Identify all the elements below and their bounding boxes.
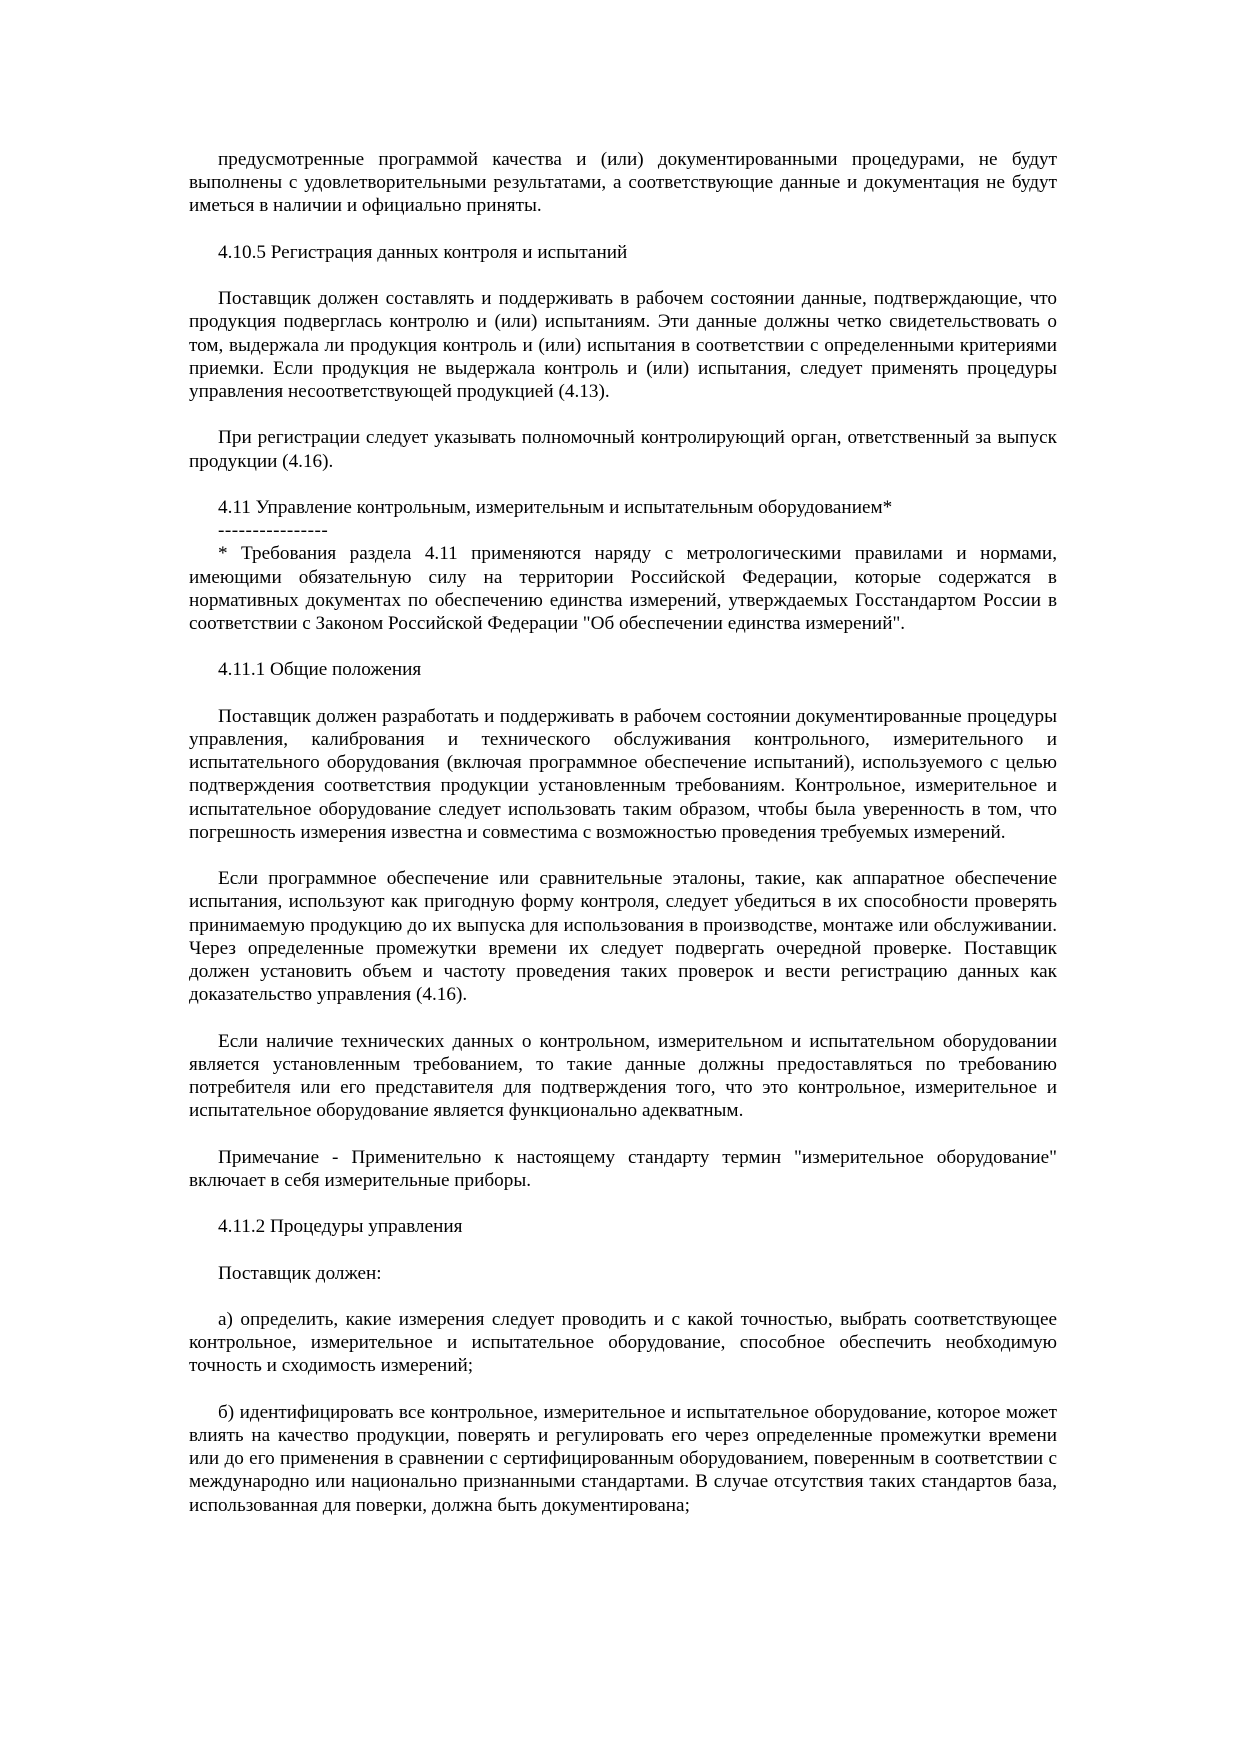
section-heading-4-11-2: 4.11.2 Процедуры управления bbox=[218, 1216, 463, 1238]
paragraph-registration-authority: При регистрации следует указывать полномочный контролирующий орган, ответственный за выпуск продукции (4.16). bbox=[189, 427, 1057, 472]
paragraph-technical-data: Если наличие технических данных о контрольном, измерительном и испытательном оборудовании является установленным требованием, то такие данные должны предоставляться по требованию потребителя или его представителя для подтверждения того, что это контрольное, измерительное и испытательное оборудование является функционально адекватным. bbox=[189, 1030, 1057, 1122]
list-item-b: б) идентифицировать все контрольное, измерительное и испытательное оборудование, которое может влиять на качество продукции, поверять и регулировать его через определенные промежутки времени или до его применения в сравнении с сертифицированным оборудованием, поверенным в соответствии с международно или национально признанными стандартами. В случае отсутствия таких стандартов база, использованная для поверки, должна быть документирована; bbox=[189, 1401, 1057, 1516]
paragraph-records-data: Поставщик должен составлять и поддерживать в рабочем состоянии данные, подтверждающие, что продукция подверглась контролю и (или) испытаниям. Эти данные должны четко свидетельствовать о том, выдержала ли продукция контроль и (или) испытания в соответствии с определенными критериями приемки. Если продукция не выдержала контроль и (или) испытания, следует применять процедуры управления несоответствующей продукцией (4.13). bbox=[189, 288, 1057, 402]
document-page bbox=[189, 148, 1057, 1540]
paragraph-supplier-shall: Поставщик должен: bbox=[218, 1262, 382, 1284]
continued-paragraph: предусмотренные программой качества и (или) документированными процедурами, не будут выполнены с удовлетворительными результатами, а соответствующие данные и документация не будут иметься в наличии и официально приняты. bbox=[189, 149, 1057, 217]
footnote-text: * Требования раздела 4.11 применяются наряду с метрологическими правилами и нормами, имеющими обязательную силу на территории Российской Федерации, которые содержатся в нормативных документах по обеспечению единства измерений, утверждаемых Госстандартом России в соответствии с Законом Российской Федерации "Об обеспечении единства измерений". bbox=[189, 543, 1057, 634]
section-heading-4-11: 4.11 Управление контрольным, измерительным и испытательным оборудованием* bbox=[218, 496, 893, 518]
section-heading-4-10-5: 4.10.5 Регистрация данных контроля и испытаний bbox=[218, 241, 628, 263]
list-item-a: а) определить, какие измерения следует проводить и с какой точностью, выбрать соответствующее контрольное, измерительное и испытательное оборудование, способное обеспечить необходимую точность и сходимость измерений; bbox=[189, 1308, 1057, 1377]
note-paragraph: Примечание - Применительно к настоящему стандарту термин "измерительное оборудование" включает в себя измерительные приборы. bbox=[189, 1146, 1057, 1191]
footnote-separator: ---------------- bbox=[218, 520, 329, 542]
paragraph-procedures: Поставщик должен разработать и поддерживать в рабочем состоянии документированные процедуры управления, калибрования и технического обслуживания контрольного, измерительного и испытательного оборудования (включая программное обеспечение испытаний), используемого с целью подтверждения соответствия продукции установленным требованиям. Контрольное, измерительное и испытательное оборудование следует использовать таким образом, чтобы была уверенность в том, что погрешность измерения известна и совместима с возможностью проведения требуемых измерений. bbox=[189, 705, 1057, 843]
section-heading-4-11-1: 4.11.1 Общие положения bbox=[218, 659, 422, 681]
paragraph-software-standards: Если программное обеспечение или сравнительные эталоны, такие, как аппаратное обеспечение испытания, используют как пригодную форму контроля, следует убедиться в их способности проверять принимаемую продукцию до их выпуска для использования в производстве, монтаже или обслуживании. Через определенные промежутки времени их следует подвергать очередной проверке. Поставщик должен установить объем и частоту проведения таких проверок и вести регистрацию данных как доказательство управления (4.16). bbox=[189, 868, 1057, 1006]
